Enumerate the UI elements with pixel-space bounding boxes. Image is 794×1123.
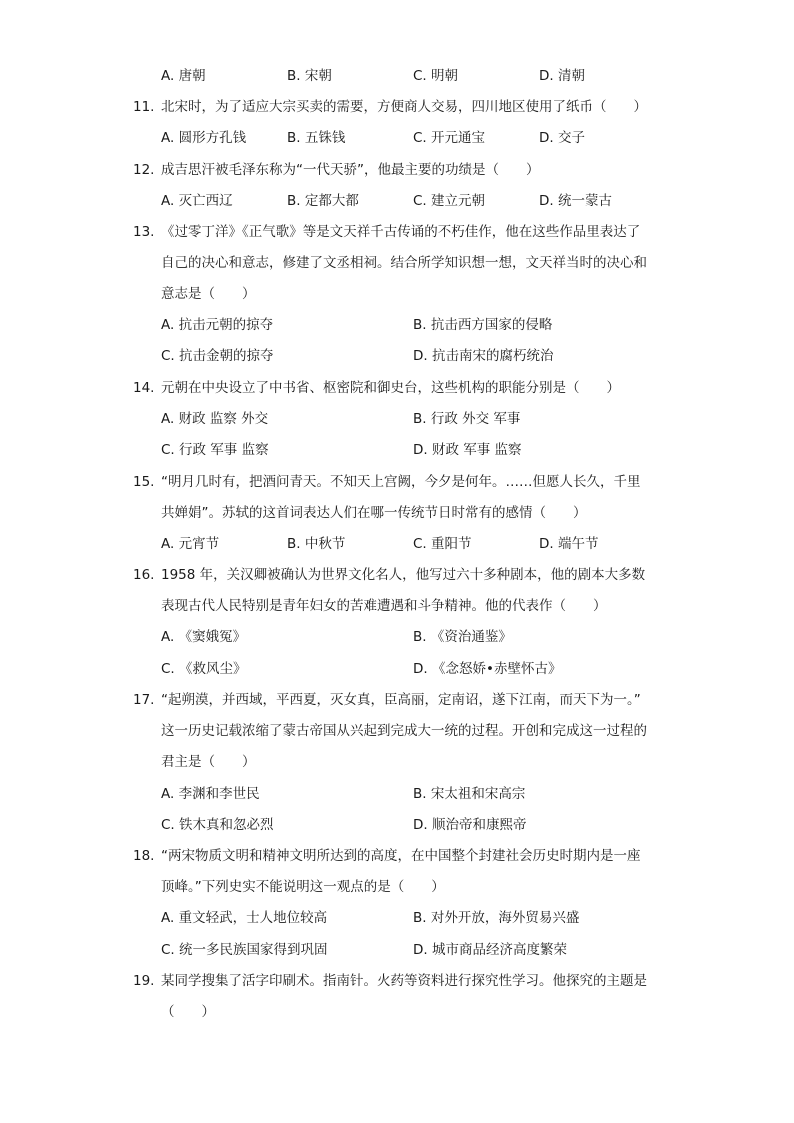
q13-option-b: B. 抗击西方国家的侵略 bbox=[413, 317, 553, 333]
q13-text-line-1: 《过零丁洋》《正气歌》等是文天祥千古传诵的不朽佳作，他在这些作品里表达了 bbox=[161, 224, 641, 240]
q15-option-d: D. 端午节 bbox=[539, 536, 599, 552]
q11-option-c: C. 开元通宝 bbox=[413, 130, 486, 146]
q18-number: 18. bbox=[133, 848, 155, 864]
q15-text-line-1: “明月几时有，把酒问青天。不知天上宫阙，今夕是何年。……但愿人长久，千里 bbox=[161, 474, 641, 490]
q15-number: 15. bbox=[133, 474, 155, 490]
q10-option-d: D. 清朝 bbox=[539, 68, 585, 84]
q18-option-d: D. 城市商品经济高度繁荣 bbox=[413, 942, 567, 958]
q13-option-a: A. 抗击元朝的掠夺 bbox=[161, 317, 274, 333]
q14-option-d: D. 财政 军事 监察 bbox=[413, 442, 522, 458]
q16-number: 16. bbox=[133, 567, 155, 583]
q13-number: 13. bbox=[133, 224, 155, 240]
q15-option-b: B. 中秋节 bbox=[287, 536, 346, 552]
q12-number: 12. bbox=[133, 162, 155, 178]
q17-option-a: A. 李渊和李世民 bbox=[161, 786, 260, 802]
q10-option-a: A. 唐朝 bbox=[161, 68, 206, 84]
q13-option-d: D. 抗击南宋的腐朽统治 bbox=[413, 348, 554, 364]
q14-text: 元朝在中央设立了中书省、枢密院和御史台，这些机构的职能分别是（ ） bbox=[161, 380, 620, 396]
q17-option-c: C. 铁木真和忽必烈 bbox=[161, 817, 274, 833]
q11-option-b: B. 五铢钱 bbox=[287, 130, 346, 146]
q19-text-line-2: （ ） bbox=[161, 1004, 215, 1020]
q19-number: 19. bbox=[133, 973, 155, 989]
q16-option-c: C. 《救风尘》 bbox=[161, 661, 247, 677]
q14-option-c: C. 行政 军事 监察 bbox=[161, 442, 269, 458]
q18-option-a: A. 重文轻武，士人地位较高 bbox=[161, 910, 328, 926]
q11-number: 11. bbox=[133, 99, 155, 115]
q16-text-line-2: 表现古代人民特别是青年妇女的苦难遭遇和斗争精神。他的代表作（ ） bbox=[161, 598, 607, 614]
q17-number: 17. bbox=[133, 692, 155, 708]
q11-option-a: A. 圆形方孔钱 bbox=[161, 130, 247, 146]
q13-text-line-3: 意志是（ ） bbox=[161, 286, 256, 302]
q15-option-a: A. 元宵节 bbox=[161, 536, 220, 552]
q12-text: 成吉思汗被毛泽东称为“一代天骄”，他最主要的功绩是（ ） bbox=[161, 162, 540, 178]
q18-text-line-1: “两宋物质文明和精神文明所达到的高度，在中国整个封建社会历史时期内是一座 bbox=[161, 848, 641, 864]
q13-option-c: C. 抗击金朝的掠夺 bbox=[161, 348, 274, 364]
q18-option-b: B. 对外开放，海外贸易兴盛 bbox=[413, 910, 580, 926]
q12-option-b: B. 定都大都 bbox=[287, 193, 359, 209]
q16-option-d: D. 《念怒娇•赤壁怀古》 bbox=[413, 661, 562, 677]
q17-option-d: D. 顺治帝和康熙帝 bbox=[413, 817, 527, 833]
q14-option-a: A. 财政 监察 外交 bbox=[161, 411, 269, 427]
q12-option-c: C. 建立元朝 bbox=[413, 193, 486, 209]
q10-option-b: B. 宋朝 bbox=[287, 68, 332, 84]
q13-text-line-2: 自己的决心和意志，修建了文丞相祠。结合所学知识想一想，文天祥当时的决心和 bbox=[161, 255, 647, 271]
q12-option-d: D. 统一蒙古 bbox=[539, 193, 612, 209]
q17-text-line-1: “起朔漠，并西域，平西夏，灭女真，臣高丽，定南诏，遂下江南，而天下为一。” bbox=[161, 692, 641, 708]
q18-option-c: C. 统一多民族国家得到巩固 bbox=[161, 942, 328, 958]
q17-text-line-2: 这一历史记载浓缩了蒙古帝国从兴起到完成大一统的过程。开创和完成这一过程的 bbox=[161, 723, 647, 739]
q11-option-d: D. 交子 bbox=[539, 130, 585, 146]
q15-text-line-2: 共婵娟”。苏轼的这首词表达人们在哪一传统节日时常有的感情（ ） bbox=[161, 505, 587, 521]
q19-text-line-1: 某同学搜集了活字印刷术。指南针。火药等资料进行探究性学习。他探究的主题是 bbox=[161, 973, 647, 989]
q17-option-b: B. 宋太祖和宋高宗 bbox=[413, 786, 526, 802]
q16-option-a: A. 《窦娥冤》 bbox=[161, 629, 247, 645]
q14-option-b: B. 行政 外交 军事 bbox=[413, 411, 521, 427]
q10-option-c: C. 明朝 bbox=[413, 68, 459, 84]
q15-option-c: C. 重阳节 bbox=[413, 536, 472, 552]
q16-text-line-1: 1958 年，关汉卿被确认为世界文化名人，他写过六十多种剧本，他的剧本大多数 bbox=[161, 567, 646, 583]
q11-text: 北宋时，为了适应大宗买卖的需要，方便商人交易，四川地区使用了纸币（ ） bbox=[161, 99, 647, 115]
q14-number: 14. bbox=[133, 380, 155, 396]
q17-text-line-3: 君主是（ ） bbox=[161, 754, 256, 770]
q18-text-line-2: 顶峰。”下列史实不能说明这一观点的是（ ） bbox=[161, 879, 445, 895]
q16-option-b: B. 《资治通鉴》 bbox=[413, 629, 512, 645]
q12-option-a: A. 灭亡西辽 bbox=[161, 193, 233, 209]
